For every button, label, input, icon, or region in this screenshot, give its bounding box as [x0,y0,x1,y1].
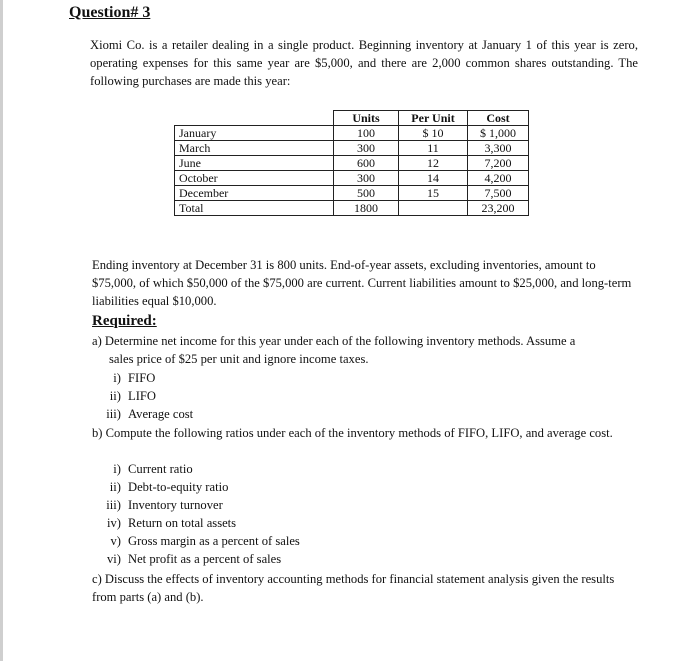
cell-cost: 23,200 [468,201,529,216]
list-item-number: vi) [107,552,121,566]
table-header-row [175,111,529,126]
cell-month: Total [175,201,334,216]
list-item [95,532,300,550]
cell-per-unit: 14 [399,171,468,186]
required-heading: Required: [92,313,157,329]
intro-paragraph: Xiomi Co. is a retailer dealing in a single product. Beginning inventory at January 1 of this year is zero, operating expenses for this same year are $5,000, and there are 2,000 common shares outstanding. The following purchases are made this year: [90,38,638,88]
table-row [175,171,529,186]
table-row [175,186,529,201]
list-item [95,478,300,496]
part-b-question: b) Compute the following ratios under each of the inventory methods of FIFO, LIFO, and average cost. [92,426,613,440]
list-item-text: Net profit as a percent of sales [128,552,282,566]
header-per-unit: Per Unit [399,111,468,126]
header-units: Units [334,111,399,126]
header-blank [175,111,334,126]
cell-cost: 7,500 [468,186,529,201]
table-row [175,141,529,156]
cell-units: 1800 [334,201,399,216]
ending-inventory-paragraph: Ending inventory at December 31 is 800 units. End-of-year assets, excluding inventories, amount to $75,000, of which $50,000 of the $75,000 are current. Current liabilities amount to $25,000, and long-term liabilities equal $10,000. [92,258,632,308]
cell-month: March [175,141,334,156]
cell-units: 600 [334,156,399,171]
cell-per-unit: 12 [399,156,468,171]
list-item-number: ii) [109,389,121,403]
cell-cost: 3,300 [468,141,529,156]
part-c-question: c) Discuss the effects of inventory accounting methods for financial statement analysis given the results from parts (a) and (b). [92,572,615,604]
list-item [95,514,300,532]
cell-units: 500 [334,186,399,201]
cell-per-unit: 15 [399,186,468,201]
list-item [95,369,193,387]
list-item-text: Debt-to-equity ratio [128,480,229,494]
cell-month: December [175,186,334,201]
list-item-number: v) [110,534,121,548]
list-item-number: ii) [109,480,121,494]
cell-per-unit [399,201,468,216]
part-b-list [95,460,300,568]
list-item-text: LIFO [128,389,156,403]
cell-units: 300 [334,171,399,186]
table-row [175,156,529,171]
cell-per-unit: $ 10 [399,126,468,141]
cell-month: October [175,171,334,186]
purchases-table [174,110,529,216]
list-item-number: iii) [106,407,121,421]
list-item-number: i) [113,462,121,476]
list-item-number: iv) [107,516,121,530]
cell-units: 100 [334,126,399,141]
list-item-text: Inventory turnover [128,498,223,512]
list-item-number: i) [113,371,121,385]
list-item [95,387,193,405]
list-item-number: iii) [106,498,121,512]
cell-cost: $ 1,000 [468,126,529,141]
part-a-question [92,332,640,368]
cell-units: 300 [334,141,399,156]
cell-month: June [175,156,334,171]
header-cost: Cost [468,111,529,126]
list-item-text: FIFO [128,371,156,385]
cell-cost: 4,200 [468,171,529,186]
question-title: Question# 3 [69,4,151,21]
list-item-text: Average cost [128,407,194,421]
list-item [95,405,193,423]
cell-cost: 7,200 [468,156,529,171]
list-item-text: Gross margin as a percent of sales [128,534,300,548]
cell-month: January [175,126,334,141]
list-item-text: Return on total assets [128,516,237,530]
list-item [95,496,300,514]
table-row [175,126,529,141]
list-item [95,460,300,478]
list-item [95,550,300,568]
cell-per-unit: 11 [399,141,468,156]
table-row-total [175,201,529,216]
part-a-list [95,369,193,423]
part-a-line-1: a) Determine net income for this year under each of the following inventory methods. Assume a [92,334,576,348]
part-a-line-2: sales price of $25 per unit and ignore income taxes. [109,352,369,366]
list-item-text: Current ratio [128,462,193,476]
